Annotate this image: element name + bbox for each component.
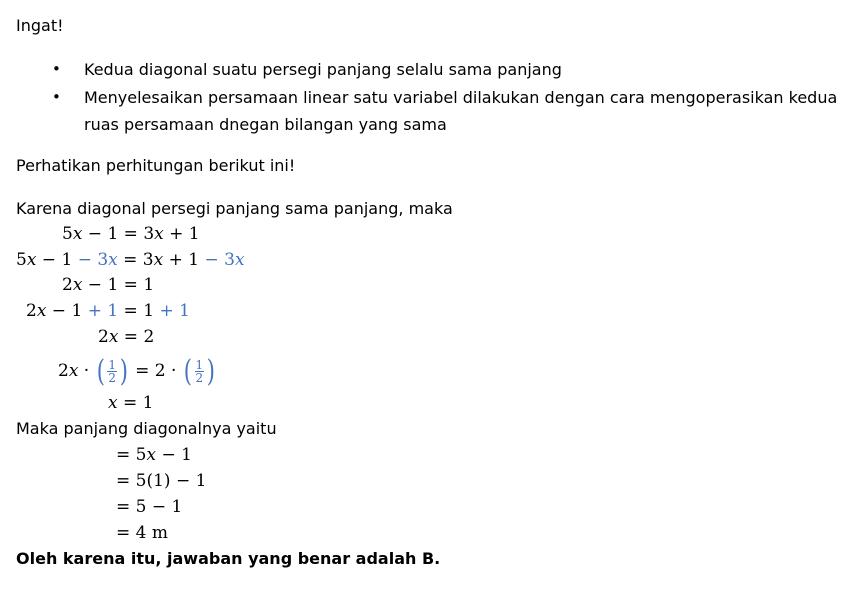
conclusion-intro: Maka panjang diagonalnya yaitu: [16, 419, 277, 438]
fraction-numerator: 1: [108, 358, 116, 372]
equation-step-2-lhs-op: − 3𝑥: [77, 250, 118, 270]
left-paren: (: [96, 353, 105, 389]
diagonal-step-3: = 5 − 1: [116, 497, 183, 517]
equation-step-5: 2𝑥 = 2: [98, 327, 155, 347]
equation-step-6-lhs: 2𝑥 ·: [58, 361, 95, 381]
equation-step-4-rhs-op: + 1: [159, 301, 190, 321]
bullet-dot-2: •: [52, 88, 61, 106]
equation-step-2-lhs: 5𝑥 − 1: [16, 250, 78, 270]
bullet-text-1: Kedua diagonal suatu persegi panjang selalu sama panjang: [84, 60, 562, 79]
reason-text: Karena diagonal persegi panjang sama panjang, maka: [16, 199, 453, 218]
fraction-one-half-rhs: [195, 359, 205, 384]
fraction-one-half-lhs: [107, 359, 117, 384]
right-paren: ): [119, 353, 128, 389]
equation-step-4-lhs: 2𝑥 − 1: [26, 301, 88, 321]
fraction-denominator: 2: [195, 371, 204, 385]
equation-step-4-rhs: = 1: [118, 301, 160, 321]
equation-step-2-rhs-op: − 3𝑥: [204, 250, 245, 270]
equation-step-6: [58, 353, 217, 389]
equation-step-7: 𝑥 = 1: [108, 393, 154, 413]
equation-step-6-rhs: = 2 ·: [129, 361, 182, 381]
equation-step-1: 5𝑥 − 1 = 3𝑥 + 1: [62, 224, 200, 244]
heading-ingat: Ingat!: [16, 16, 64, 35]
final-answer: Oleh karena itu, jawaban yang benar adalah B.: [16, 549, 441, 568]
equation-step-2: [16, 249, 245, 271]
equation-step-4-lhs-op: + 1: [87, 301, 119, 321]
bullet-text-2-continued: ruas persamaan dnegan bilangan yang sama: [84, 115, 447, 134]
diagonal-step-4: = 4 m: [116, 523, 168, 543]
equation-step-3: 2𝑥 − 1 = 1: [62, 275, 155, 295]
diagonal-step-1: = 5𝑥 − 1: [116, 445, 192, 465]
diagonal-step-2: = 5(1) − 1: [116, 471, 207, 491]
bullet-dot-1: •: [52, 60, 61, 78]
equation-step-4: [26, 300, 190, 322]
equation-step-2-rhs: = 3𝑥 + 1: [117, 250, 205, 270]
intro-text: Perhatikan perhitungan berikut ini!: [16, 156, 296, 175]
left-paren: (: [183, 353, 192, 389]
right-paren: ): [206, 353, 216, 389]
fraction-numerator: 1: [195, 358, 204, 372]
bullet-text-2: Menyelesaikan persamaan linear satu variabel dilakukan dengan cara mengoperasikan kedua: [84, 88, 838, 107]
fraction-denominator: 2: [108, 371, 116, 385]
